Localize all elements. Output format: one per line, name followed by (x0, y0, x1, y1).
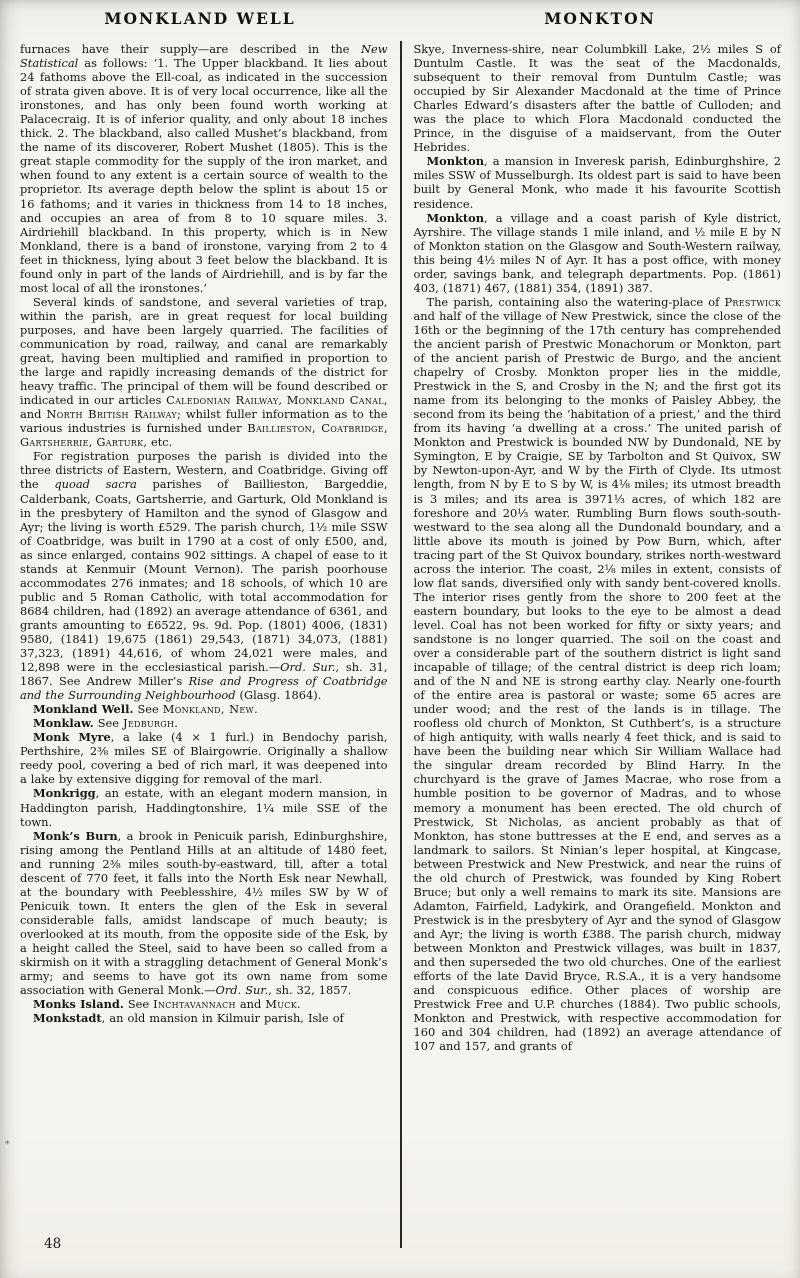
text-run: For registration purposes the parish is divided into the three districts of Eastern, Western, and Coatbridge. Giving off the (20, 449, 388, 492)
right-running-head: MONKTON (544, 9, 656, 28)
text-run: , a mansion in Inveresk parish, Edinburghshire, 2 miles SSW of Musselburgh. Its oldest part is said to have been built by General Monk, who made it his favourite Scottish residence. (413, 154, 781, 211)
text-run: Monkton (426, 210, 485, 225)
text-run: The parish, containing also the watering-place of (426, 294, 725, 309)
text-run: , an estate, with an elegant modern mansion, in Haddington parish, Haddingtonshire, 1¼ mile SSE of the town. (20, 786, 388, 829)
text-run: ; whilst fuller information as to the various industries is furnished under (20, 407, 388, 436)
entry-monkrigg (20, 786, 388, 828)
text-run: Caledonian Railway (166, 393, 279, 408)
text-run: See (133, 702, 163, 717)
text-run: , and (20, 393, 388, 422)
text-run: . (297, 997, 301, 1012)
text-run: , (278, 393, 287, 408)
text-run: quoad sacra (54, 477, 137, 492)
entry-monks-island (20, 997, 388, 1011)
entry-monklaw (20, 716, 388, 730)
text-run: Monkrigg (33, 786, 96, 801)
paragraph-quarries-communications (20, 295, 388, 450)
entry-monkton-inveresk (414, 154, 782, 210)
entry-monkland-well (20, 702, 388, 716)
page-number: 48 (44, 1236, 62, 1252)
text-run: as follows: ‘1. The Upper blackband. It lies about 24 fathoms above the Ell-coal, as indicated in the succession of strata given above. It is of very local occurrence, like all the ironstones, and has only been found worth working at Palacecraig. It is of inferior quality, and only about 18 inches thick. 2. The blackband, also called Mushet’s blackband, from the name of its discoverer, Robert Mushet (1805). This is the great staple commodity for the supply of the iron market, and when found to any extent is a certain source of wealth to the proprietor. Its average depth below the splint is about 15 or 16 fathoms; and it varies in thickness from 14 to 18 inches, and occupies an area of from 8 to 10 square miles. 3. Airdriehill blackband. In this property, which is in New Monkland, there is a band of ironstone, varying from 2 to 4 feet in thickness, lying about 3 feet below the blackband. It is found only in part of the lands of Airdriehill, and is by far the most local of all the ironstones.’ (20, 56, 388, 295)
text-run: New Statistical (20, 42, 388, 71)
text-run: Prestwick (724, 294, 781, 309)
text-run: Ord. Sur. (215, 983, 269, 998)
text-run: Monk’s Burn (33, 828, 118, 843)
text-run: See (123, 997, 154, 1012)
paragraph-registration-statistics (20, 449, 388, 702)
paragraph-monkton-parish-description (414, 295, 782, 1054)
entry-monk-myre (20, 730, 388, 786)
text-run: Monk Myre (33, 730, 111, 745)
text-run: Monks Island. (33, 997, 124, 1012)
text-run: , (311, 421, 322, 436)
left-running-head: MONKLAND WELL (104, 9, 296, 28)
left-column (0, 41, 400, 1248)
text-run: , (383, 421, 388, 436)
text-run: Monkstadt (33, 1011, 102, 1026)
text-run: Coatbridge (321, 421, 384, 436)
text-run: and half of the village of New Prestwick, since the close of the 16th or the beginning of the 17th century has comprehended the ancient parish of Prestwic Monachorum or Monkton, part of the ancient parish of Prestwic de Burgo, and the ancient chapelry of Crosby. Monkton proper lies in the middle, Prestwick in the S, and Crosby in the N; and the first got its name from its belonging to the monks of Paisley Abbey, the second from its being the ‘habitation of a priest,’ and the third from its having ‘a dwelling at a cross.’ The united parish of Monkton and Prestwick is bounded NW by Dundonald, NE by Symington, E by Craigie, SE by Tarbolton and St Quivox, SW by Newton-upon-Ayr, and W by the Firth of Clyde. Its utmost length, from N by E to S by W, is 4⅛ miles; its utmost breadth is 3 miles; and its area is 3971⅓ acres, of which 182 are foreshore and 20⅓ water. Rumbling Burn flows south-south-westward to the sea along all the Dundonald boundary, and a little above its mouth is joined by Pow Burn, which, after tracing part of the St Quivox boundary, strikes north-westward across the interior. The coast, 2⅛ miles in extent, consists of low flat sands, diversified only with sandy bent-covered knolls. The interior rises gently from the shore to 200 feet at the eastern boundary, but looks to the eye to be almost a dead level. Coal has not been worked for fifty or sixty years; and sandstone is no longer quarried. The soil on the coast and over a considerable part of the southern district is light sand incapable of tillage; of the central district is deep rich loam; and of the N and NE is strong earthy clay. Nearly one-fourth of the entire area is pastoral or waste; some 65 acres are under wood; and the rest of the lands is in tillage. The roofless old church of Monkton, St Cuthbert’s, is a structure of high antiquity, with walls nearly 4 feet thick, and is said to have been the building near which Sir William Wallace had the singular dream recorded by Blind Harry. In the churchyard is the grave of James Macrae, who rose from a humble position to be governor of Madras, and to whose memory a monument has been erected. The old church of Prestwick, St Nicholas, as ancient probably as that of Monkton, has stone buttresses at the E end, and serves as a landmark to sailors. St Ninian’s leper hospital, at Kingcase, between Prestwick and New Prestwick, and near the ruins of the old church of Prestwick, was founded by King Robert Bruce; but only a well remains to mark its site. Mansions are Adamton, Fairfield, Ladykirk, and Orangefield. Monkton and Prestwick is in the presbytery of Ayr and the synod of Glasgow and Ayr; the living is worth £388. The parish church, midway between Monkton and Prestwick villages, was built in 1837, and then superseded the two old churches. One of the earliest efforts of the late David Bryce, R.S.A., it is a very handsome and conspicuous edifice. Other places of worship are Prestwick Free and U.P. churches (1884). Two public schools, Monkton and Prestwick, with respective accommodation for 160 and 304 children, had (1892) an average attendance of 107 and 157, and grants of (413, 308, 781, 1054)
text-run: furnaces have their supply—are described in the (20, 42, 362, 56)
text-run: parishes of Baillieston, Bargeddie, Calderbank, Coats, Gartsherrie, and Garturk, Old Monkland is in the presbytery of Hamilton and the synod of Glasgow and Ayr; the living is worth £529. The parish church, 1½ mile SSW of Coatbridge, was built in 1790 at a cost of only £500, and, as since enlarged, contains 902 sittings. A chapel of ease to it stands at Kenmuir (Mount Vernon). The parish poorhouse accommodates 276 inmates; and 18 schools, of which 10 are public and 5 Roman Catholic, with total accommodation for 8684 children, had (1892) an average attendance of 6361, and grants amounting to £6522, 9s. 9d. Pop. (1801) 4006, (1831) 9580, (1841) 19,675 (1861) 29,543, (1871) 34,073, (1881) 37,323, (1891) 44,616, of whom 24,021 were males, and 12,898 were in the ecclesiastical parish.— (20, 477, 388, 675)
text-columns (0, 41, 800, 1248)
text-run: Baillieston (247, 421, 312, 436)
text-run: Jedburgh (123, 716, 175, 731)
text-run: , sh. 32, 1857. (268, 983, 352, 998)
text-run: , a brook in Penicuik parish, Edinburghshire, rising among the Pentland Hills at an altitude of 1480 feet, and running 2⅜ miles south-by-eastward, till, after a total descent of 770 feet, it falls into the North Esk near Newhall, at the boundary with Peeblesshire, 4½ miles SW by W of Penicuik town. It enters the glen of the Esk in several considerable falls, amidst landscape of much beauty; is overlooked at its mouth, from the opposite side of the Esk, by a height called the Steel, said to have been so called from a skirmish on it with a straggling detachment of General Monk’s army; and seems to have got its own name from some association with General Monk.— (20, 828, 388, 998)
text-run: Ord. Sur. (280, 660, 336, 675)
text-run: Monkland Well. (33, 702, 134, 717)
right-column (402, 41, 800, 1248)
text-run: Monklaw. (33, 716, 94, 731)
paragraph-ironstones-continuation (20, 42, 388, 295)
entry-monkstadt (20, 1011, 388, 1025)
text-run: , an old mansion in Kilmuir parish, Isle of (101, 1011, 344, 1026)
text-run: , a village and a coast parish of Kyle district, Ayrshire. The village stands 1 mile inland, and ½ mile E by N of Monkton station on the Glasgow and South-Western railway, this being 4½ miles N of Ayr. It has a post office, with money order, savings bank, and telegraph departments. Pop. (1861) 403, (1871) 467, (1881) 354, (1891) 387. (413, 210, 781, 295)
entry-monks-burn (20, 829, 388, 998)
margin-printers-mark: * (5, 1140, 10, 1150)
text-run: See (93, 716, 124, 731)
text-run: (Glasg. 1864). (235, 688, 322, 703)
text-run: Inchtavannach (153, 997, 236, 1012)
text-run: Monkland, New (162, 702, 255, 717)
text-run: Gartsherrie (20, 435, 89, 450)
text-run: and (235, 997, 266, 1012)
text-run: , etc. (143, 435, 173, 450)
text-run: Monkland Canal (286, 393, 384, 408)
text-run: Several kinds of sandstone, and several varieties of trap, within the parish, are in great request for local building purposes, and have been largely quarried. The facilities of communication by road, railway, and canal are remarkably great, having been multiplied and ramified in proportion to the large and rapidly increasing demands of the district for heavy traffic. The principal of them will be found described or indicated in our articles (20, 294, 388, 408)
text-run: . (254, 702, 258, 717)
text-run: , a lake (4 × 1 furl.) in Bendochy parish, Perthshire, 2⅜ miles SE of Blairgowrie. Originally a shallow reedy pool, covering a bed of rich marl, it was deepened into a lake by extensive digging for removal of the marl. (20, 730, 388, 787)
entry-monkton-ayrshire (414, 211, 782, 295)
text-run: Garturk (96, 435, 144, 450)
running-heads (0, 9, 800, 28)
text-run: Skye, Inverness-shire, near Columbkill Lake, 2½ miles S of Duntulm Castle. It was the seat of the Macdonalds, subsequent to their removal from Duntulm Castle; was occupied by Sir Alexander Macdonald at the time of Prince Charles Edward’s disasters after the battle of Culloden; and was the place to which Flora Macdonald conducted the Prince, in the disguise of a maidservant, from the Outer Hebrides. (413, 42, 781, 155)
text-run: . (174, 716, 178, 731)
text-run: Muck (265, 997, 297, 1012)
text-run: North British Railway (46, 407, 177, 422)
text-run: , (88, 435, 97, 450)
text-run: Rise and Progress of Coatbridge and the Surrounding Neighbourhood (20, 674, 388, 703)
text-run: , sh. 31, 1867. See Andrew Miller’s (20, 660, 388, 689)
paragraph-monkstadt-continuation (414, 42, 782, 154)
text-run: Monkton (426, 154, 485, 169)
